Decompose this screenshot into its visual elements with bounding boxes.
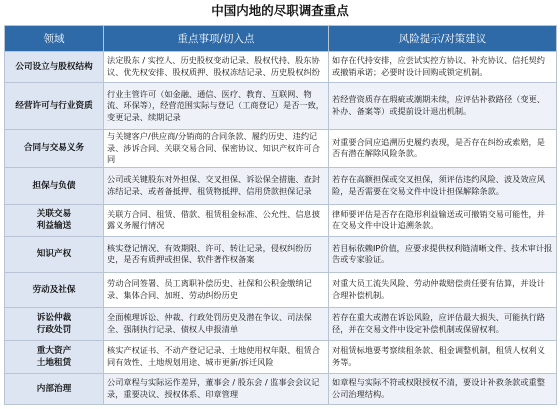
row-domain: 重大资产 土地租赁 [5,340,104,373]
row-domain: 担保与负债 [5,167,104,204]
row-points: 劳动合同签署、员工离职补偿历史、社保和公积金缴纳记录、集体合同、加班、劳动纠纷历史 [104,272,329,307]
table-row [5,340,557,373]
row-points: 核实登记情况、有效期限、许可、转让记录，侵权纠纷历史，是否有质押或担保、软件著作权备案 [104,236,329,272]
row-domain: 经营许可与行业资质 [5,83,104,130]
row-domain: 知识产权 [5,236,104,272]
row-domain: 诉讼仲裁 行政处罚 [5,307,104,340]
row-risks: 若存在重大或潜在诉讼风险，应评估最大损失、可能执行路径，并在交易文件中设定补偿机制或保留权利。 [329,307,557,340]
table-row [5,83,557,130]
row-points: 关联方合同、租赁、借款、租赁租金标准、公允性、信息披露义务履行情况 [104,204,329,236]
row-risks: 对重要合同应追溯历史履约表现，是否存在纠纷或索赔，是否有潜在解除风险条款。 [329,130,557,168]
row-domain: 劳动及社保 [5,272,104,307]
row-risks: 对租赁标地要考察续租条款、租金调整机制，租赁人权利义务等。 [329,340,557,373]
row-domain: 内部治理 [5,373,104,404]
table-header-row [5,26,557,52]
row-points: 与关键客户/供应商/分销商的合同条款、履约历史、违约记录、涉诉合同、关联交易合同、保密协议、知识产权许可合同 [104,130,329,168]
table-row [5,307,557,340]
row-domain: 关联交易 利益输送 [5,204,104,236]
header-risks: 风险提示/对策建议 [329,26,557,52]
header-domain: 领域 [5,26,104,52]
row-risks: 对重大员工流失风险、劳动仲裁赔偿责任要有估算，并设计合理补偿机制。 [329,272,557,307]
page-title: 中国内地的尽职调查重点 [211,3,349,18]
row-risks: 如章程与实际不符或权限授权不清，要设计补救条款或重整公司治理结构。 [329,373,557,404]
header-points: 重点事项/切入点 [104,26,329,52]
row-points: 核实产权证书、不动产登记记录、土地使用权年限、租赁合同有效性、土地规划用途、城市更新/拆迁风险 [104,340,329,373]
table-row [5,167,557,204]
table-row [5,130,557,168]
due-diligence-table [4,25,557,405]
row-points: 公司或关键股东对外担保、交叉担保、诉讼保全措施、查封冻结记录、或者备抵押、租赁物抵押、信用贷款担保记录 [104,167,329,204]
row-risks: 如存在代持安排，应尝试实控方协议、补充协议、信托契约或撤销承诺；必要时设计回购或锁定机制。 [329,52,557,83]
table-row [5,52,557,83]
row-points: 行业主管许可（如金融、通信、医疗、教育、互联网、物流、环保等），经营范围实际与登记（工商登记）是否一致，变更记录、续期记录 [104,83,329,130]
row-risks: 若目标依赖IP价值，应要求提供权利链清晰文件、技术审计报告或专家验证。 [329,236,557,272]
row-points: 公司章程与实际运作差异，董事会 / 股东会 / 监事会会议记录，重要决议、授权体系、印章管理 [104,373,329,404]
row-risks: 律师要评估是否存在隐形利益输送或可撤销交易可能性，并在交易文件中设计追溯条款。 [329,204,557,236]
table-row [5,373,557,404]
table-row [5,204,557,236]
row-points: 法定股东 / 实控人、历史股权变动记录、股权代持、股东协议、优先权安排、股权质押、股权冻结记录、历史股权纠纷 [104,52,329,83]
table-row [5,272,557,307]
row-domain: 公司设立与股权结构 [5,52,104,83]
row-risks: 若存在高额担保或交叉担保，须评估违约风险、波及效应风险，是否需要在交易文件中设计担保解除条款。 [329,167,557,204]
table-row [5,236,557,272]
row-risks: 若经营资质存在瑕疵或潮期未续，应评估补救路径（变更、补办、备案等）或提前设计退出机制。 [329,83,557,130]
row-domain: 合同与交易义务 [5,130,104,168]
row-points: 全面梳理诉讼、仲裁、行政处罚历史及潜在争议、司法保全、强制执行记录、债权人申报清单 [104,307,329,340]
